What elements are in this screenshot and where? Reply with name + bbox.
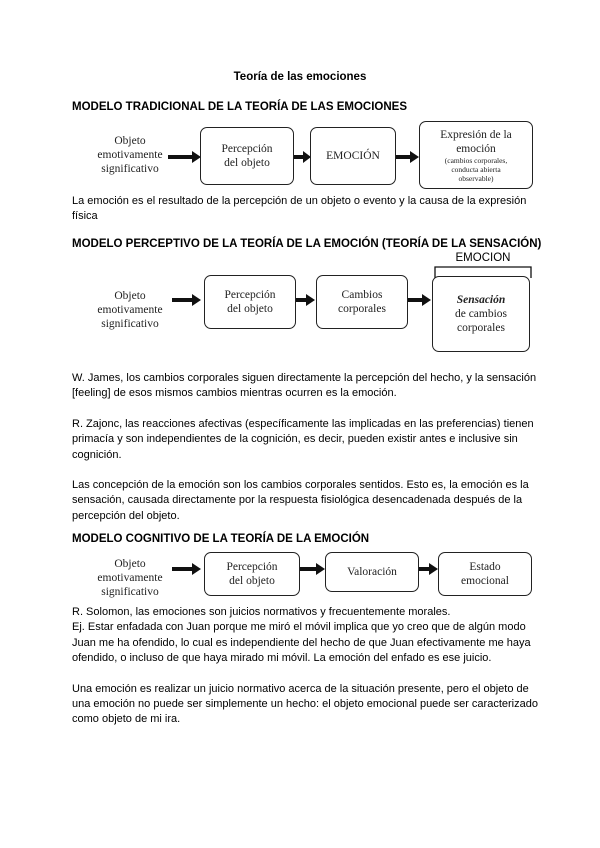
paragraph: R. Solomon, las emociones son juicios normativos y frecuentemente morales. <box>72 606 451 618</box>
box-note-line: observable) <box>458 173 494 183</box>
diagram1-expression-box <box>419 121 533 189</box>
box-line: EMOCIÓN <box>326 150 380 162</box>
diagram3-perception-box <box>204 552 300 596</box>
stimulus-line: Objeto <box>114 135 146 147</box>
paragraph: Una emoción es realizar un juicio normativo acerca de la situación presente, pero el objeto de una emoción no puede ser simplemente un hecho: el objeto emocional puede ser caracterizado como objeto de mi ira. <box>72 682 538 726</box>
arrow-icon <box>300 562 326 576</box>
box-line: de cambios <box>454 308 508 320</box>
cognitive-model-text <box>72 605 542 728</box>
arrow-icon <box>396 150 420 164</box>
stimulus-line: emotivamente <box>97 304 163 316</box>
box-line: del objeto <box>227 303 273 315</box>
diagram3-state-box <box>438 552 532 596</box>
box-line: Cambios <box>341 289 383 301</box>
box-line: emocional <box>461 575 509 587</box>
stimulus-line: significativo <box>101 318 159 330</box>
arrow-icon <box>419 562 439 576</box>
stimulus-line: Objeto <box>114 290 146 302</box>
diagram1-stimulus-label <box>80 134 180 176</box>
diagram3-stimulus-label <box>80 557 180 599</box>
document-title: Teoría de las emociones <box>233 71 367 83</box>
traditional-model-text: La emoción es el resultado de la percepción de un objeto o evento y la causa de la expresión física <box>72 195 527 223</box>
heading-cognitive-model: MODELO COGNITIVO DE LA TEORÍA DE LA EMOCIÓN <box>72 533 370 545</box>
stimulus-line: emotivamente <box>97 149 163 161</box>
arrow-icon <box>408 293 432 307</box>
box-line: del objeto <box>229 575 275 587</box>
stimulus-line: emotivamente <box>97 572 163 584</box>
paragraph: Las concepción de la emoción son los cambios corporales sentidos. Esto es, la emoción es la sensación, causada directamente por la respuesta fisiológica desencadenada después de la percepción del objeto. <box>72 479 529 522</box>
diagram3-appraisal-box <box>325 552 419 592</box>
box-line: Estado <box>469 561 501 573</box>
diagram1-perception-box <box>200 127 294 185</box>
emotion-bracket-label: EMOCION <box>455 252 511 264</box>
box-line: del objeto <box>224 157 270 169</box>
paragraph: R. Zajonc, las reacciones afectivas (específicamente las implicadas en las preferencias) tienen primacía y son independientes de la cognición, es decir, pueden existir antes e inclusive sin cognición. <box>72 417 534 461</box>
perceptive-model-text <box>72 371 542 524</box>
diagram2-perception-box <box>204 275 296 329</box>
diagram2-stimulus-label <box>80 289 180 331</box>
paragraph: W. James, los cambios corporales siguen directamente la percepción del hecho, y la sensación [feeling] de esos mismos cambios mientras ocurren es la emoción. <box>72 372 537 400</box>
box-line: corporales <box>338 303 386 315</box>
box-line: Percepción <box>226 561 278 573</box>
arrow-icon <box>172 293 202 307</box>
box-line: Expresión de la <box>440 128 512 141</box>
box-line: corporales <box>457 322 505 334</box>
box-note-line: conducta abierta <box>451 164 501 174</box>
arrow-icon <box>296 293 316 307</box>
box-title: Sensación <box>456 294 506 306</box>
diagram2-sensation-box <box>432 276 530 352</box>
stimulus-line: significativo <box>101 163 159 175</box>
box-line: Valoración <box>347 566 397 578</box>
heading-traditional-model: MODELO TRADICIONAL DE LA TEORÍA DE LAS EMOCIONES <box>72 101 407 113</box>
arrow-icon <box>168 150 202 164</box>
box-line: emoción <box>456 142 496 155</box>
diagram2-changes-box <box>316 275 408 329</box>
stimulus-line: significativo <box>101 586 159 598</box>
box-line: Percepción <box>221 143 273 155</box>
box-line: Percepción <box>224 289 276 301</box>
heading-perceptive-model: MODELO PERCEPTIVO DE LA TEORÍA DE LA EMOCIÓN (TEORÍA DE LA SENSACIÓN) <box>72 238 542 250</box>
paragraph: Ej. Estar enfadada con Juan porque me miró el móvil implica que yo creo que de algún modo Juan me ha ofendido, lo cual es independiente del hecho de que Juan efectivamente me haya ofendido, o incluso de que haya mirado mi móvil. La emoción del enfado es ese juicio. <box>72 621 531 665</box>
box-note-line: (cambios corporales, <box>444 155 508 165</box>
arrow-icon <box>172 562 202 576</box>
diagram1-emotion-box <box>310 127 396 185</box>
stimulus-line: Objeto <box>114 558 146 570</box>
